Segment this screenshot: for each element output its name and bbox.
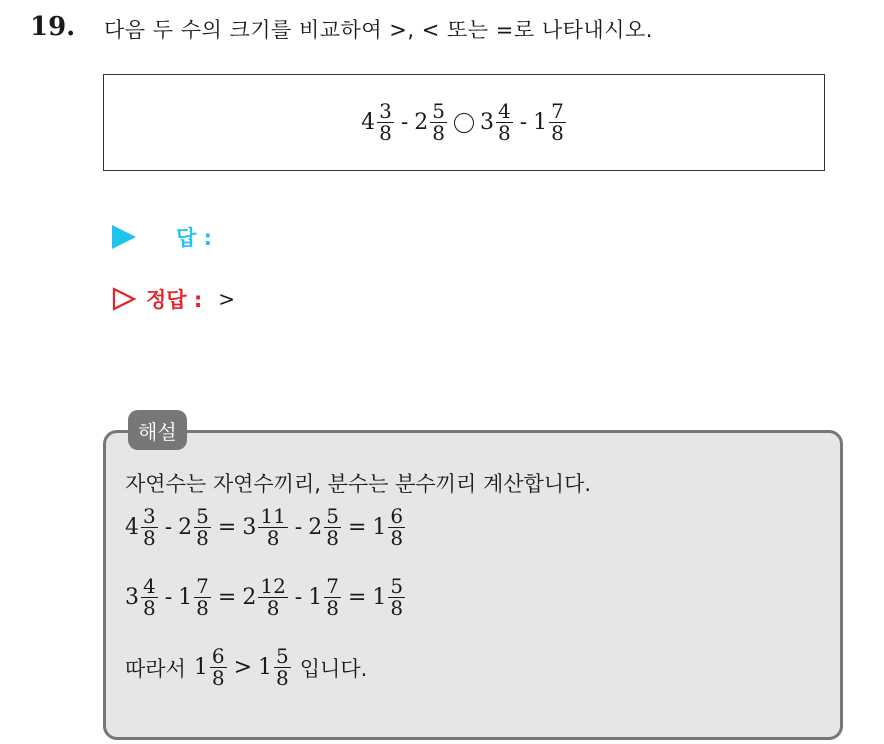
whole-part: 2 bbox=[178, 515, 193, 540]
whole-part: 1 bbox=[258, 655, 273, 680]
whole-part: 4 bbox=[125, 515, 139, 540]
whole-part: 4 bbox=[361, 110, 376, 135]
equals-sign: = bbox=[217, 515, 237, 540]
fraction bbox=[388, 576, 405, 619]
whole-part: 3 bbox=[480, 110, 494, 135]
denominator: 8 bbox=[326, 526, 339, 550]
comparison-sign: > bbox=[233, 655, 253, 680]
minus-sign: - bbox=[164, 585, 173, 610]
denominator: 8 bbox=[379, 121, 392, 145]
numerator: 3 bbox=[143, 504, 156, 528]
whole-part: 1 bbox=[372, 585, 387, 610]
numerator: 5 bbox=[276, 644, 289, 668]
fraction bbox=[496, 101, 513, 144]
question-number: 19. bbox=[30, 12, 76, 42]
denominator: 8 bbox=[498, 121, 511, 145]
numerator: 4 bbox=[143, 574, 156, 598]
fraction bbox=[377, 101, 394, 144]
answer-label: 답 : bbox=[176, 226, 212, 250]
numerator: 3 bbox=[379, 99, 392, 123]
correct-answer-value: > bbox=[218, 287, 236, 311]
numerator: 4 bbox=[498, 99, 511, 123]
mixed-number bbox=[480, 101, 514, 144]
denominator: 8 bbox=[432, 121, 445, 145]
solution-equation-2 bbox=[125, 576, 406, 619]
fraction bbox=[324, 576, 341, 619]
answer-row bbox=[112, 222, 212, 252]
numerator: 12 bbox=[260, 574, 286, 598]
denominator: 8 bbox=[211, 666, 225, 690]
mixed-number bbox=[414, 101, 448, 144]
solution-tab: 해설 bbox=[128, 410, 187, 450]
solution-conclusion bbox=[125, 646, 367, 689]
mixed-number bbox=[533, 101, 567, 144]
fraction bbox=[430, 101, 447, 144]
numerator: 7 bbox=[551, 99, 564, 123]
numerator: 5 bbox=[432, 99, 445, 123]
whole-part: 1 bbox=[193, 655, 208, 680]
solution-text: 자연수는 자연수끼리, 분수는 분수끼리 계산합니다. bbox=[125, 472, 592, 496]
whole-part: 3 bbox=[242, 515, 257, 540]
fraction bbox=[258, 576, 287, 619]
comparison-blank-circle bbox=[454, 113, 474, 133]
whole-part: 1 bbox=[308, 585, 323, 610]
numerator: 6 bbox=[390, 504, 404, 528]
denominator: 8 bbox=[390, 526, 404, 550]
solution-equation-1 bbox=[125, 506, 406, 549]
fraction bbox=[549, 101, 566, 144]
correct-answer-label: 정답 : bbox=[146, 288, 203, 312]
numerator: 5 bbox=[326, 504, 339, 528]
denominator: 8 bbox=[196, 596, 209, 620]
minus-sign: - bbox=[164, 515, 173, 540]
whole-part: 2 bbox=[414, 110, 429, 135]
minus-sign: - bbox=[519, 110, 528, 135]
problem-expression bbox=[361, 101, 567, 144]
mixed-number bbox=[361, 101, 395, 144]
whole-part: 1 bbox=[533, 110, 548, 135]
denominator: 8 bbox=[143, 526, 156, 550]
whole-part: 2 bbox=[242, 585, 257, 610]
minus-sign: - bbox=[294, 515, 303, 540]
fraction bbox=[210, 646, 227, 689]
denominator: 8 bbox=[390, 596, 404, 620]
fraction bbox=[141, 576, 158, 619]
fraction bbox=[388, 506, 405, 549]
numerator: 5 bbox=[390, 574, 404, 598]
equals-sign: = bbox=[347, 585, 367, 610]
conclusion-suffix: 입니다. bbox=[299, 656, 368, 681]
numerator: 5 bbox=[196, 504, 209, 528]
denominator: 8 bbox=[266, 526, 280, 550]
question-text: 다음 두 수의 크기를 비교하여 >, < 또는 =로 나타내시오. bbox=[104, 18, 653, 42]
numerator: 6 bbox=[211, 644, 225, 668]
fraction bbox=[274, 646, 291, 689]
fraction bbox=[258, 506, 287, 549]
conclusion-prefix: 따라서 bbox=[125, 656, 186, 681]
problem-box bbox=[103, 74, 825, 171]
whole-part: 1 bbox=[372, 515, 387, 540]
equals-sign: = bbox=[347, 515, 367, 540]
fraction bbox=[194, 576, 211, 619]
numerator: 7 bbox=[326, 574, 339, 598]
denominator: 8 bbox=[266, 596, 280, 620]
denominator: 8 bbox=[276, 666, 289, 690]
correct-answer-row bbox=[112, 284, 235, 314]
fraction bbox=[324, 506, 341, 549]
numerator: 11 bbox=[260, 504, 286, 528]
denominator: 8 bbox=[551, 121, 564, 145]
denominator: 8 bbox=[196, 526, 209, 550]
outline-triangle-icon bbox=[112, 287, 136, 311]
whole-part: 1 bbox=[178, 585, 193, 610]
whole-part: 3 bbox=[125, 585, 139, 610]
minus-sign: - bbox=[294, 585, 303, 610]
fraction bbox=[141, 506, 158, 549]
fraction bbox=[194, 506, 211, 549]
denominator: 8 bbox=[143, 596, 156, 620]
numerator: 7 bbox=[196, 574, 209, 598]
minus-sign: - bbox=[400, 110, 409, 135]
denominator: 8 bbox=[326, 596, 339, 620]
filled-triangle-icon bbox=[112, 225, 136, 249]
equals-sign: = bbox=[217, 585, 237, 610]
whole-part: 2 bbox=[308, 515, 323, 540]
